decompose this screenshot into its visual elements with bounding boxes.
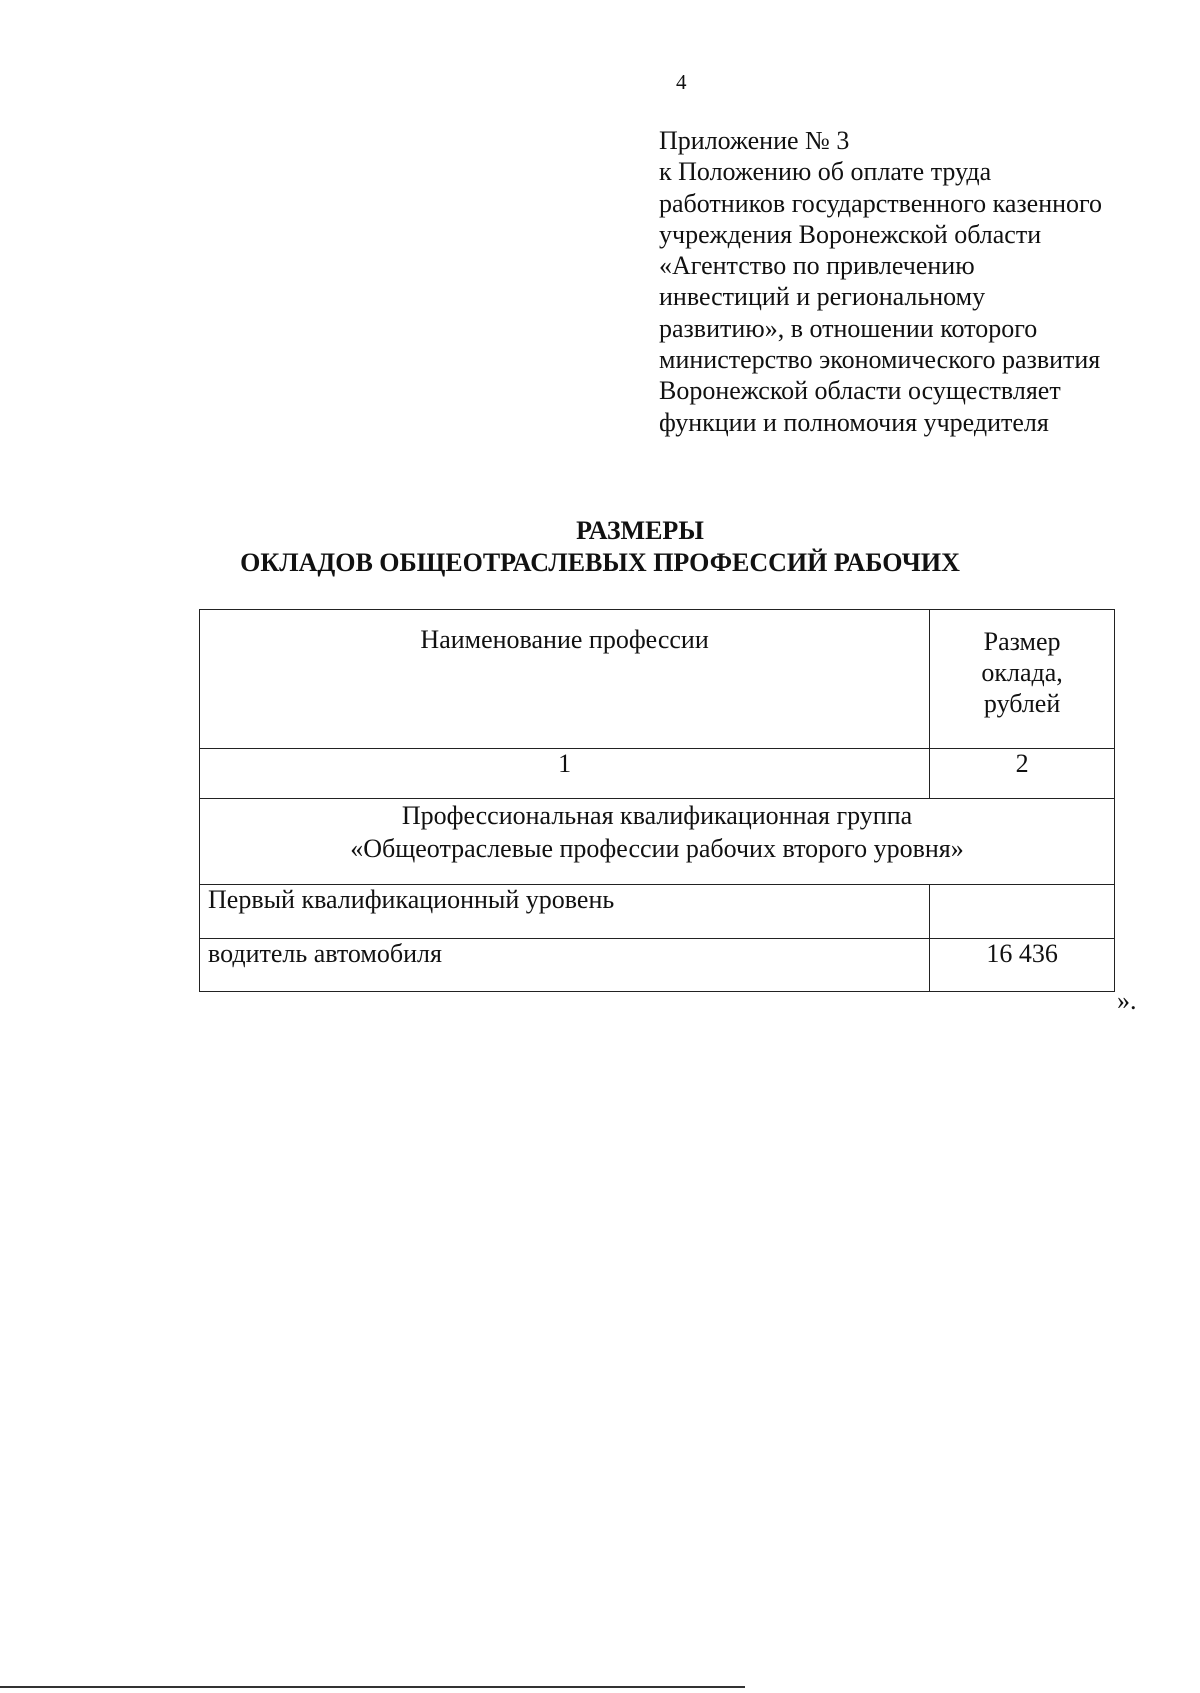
header-salary-line: рублей [983,689,1061,718]
qualification-group-row [200,799,1115,885]
table-header-row [200,610,1115,749]
appendix-line: работников государственного казенного [659,188,1103,218]
qualification-level-name: Первый квалификационный уровень [200,885,930,939]
qualification-group-line: «Общеотраслевые профессии рабочих второго уровня» [350,834,964,863]
appendix-line: министерство экономического развития [659,345,1101,375]
column-number-2: 2 [930,749,1115,799]
qualification-group-line: Профессиональная квалификационная группа [401,801,913,830]
appendix-line: функции и полномочия учредителя [659,407,1049,437]
table-column-numbers-row [200,749,1115,799]
header-salary-line: Размер [983,627,1061,656]
appendix-line: Воронежской области осуществляет [659,376,1061,406]
page-number: 4 [676,70,687,94]
salary-table [199,609,1115,992]
appendix-reference [659,125,1179,438]
document-title-line-2: ОКЛАДОВ ОБЩЕОТРАСЛЕВЫХ ПРОФЕССИЙ РАБОЧИХ [240,548,960,577]
appendix-line: учреждения Воронежской области [659,219,1042,249]
document-title-line-1: РАЗМЕРЫ [576,516,704,545]
profession-salary: 16 436 [930,939,1115,992]
appendix-line: Приложение № 3 [659,126,850,155]
appendix-line: развитию», в отношении которого [659,313,1038,343]
appendix-line: «Агентство по привлечению [659,251,975,281]
appendix-line: инвестиций и региональному [659,282,986,312]
appendix-line: к Положению об оплате труда [659,157,992,187]
profession-name: водитель автомобиля [200,939,930,992]
header-profession-name: Наименование профессии [200,610,930,749]
column-number-1: 1 [200,749,930,799]
table-row [200,939,1115,992]
header-salary-line: оклада, [981,658,1063,687]
qualification-level-salary [930,885,1115,939]
closing-quote-mark: ». [1117,986,1137,1015]
qualification-level-row [200,885,1115,939]
qualification-group-cell [200,799,1115,885]
header-salary-size [930,610,1115,749]
bottom-divider [0,1686,745,1688]
